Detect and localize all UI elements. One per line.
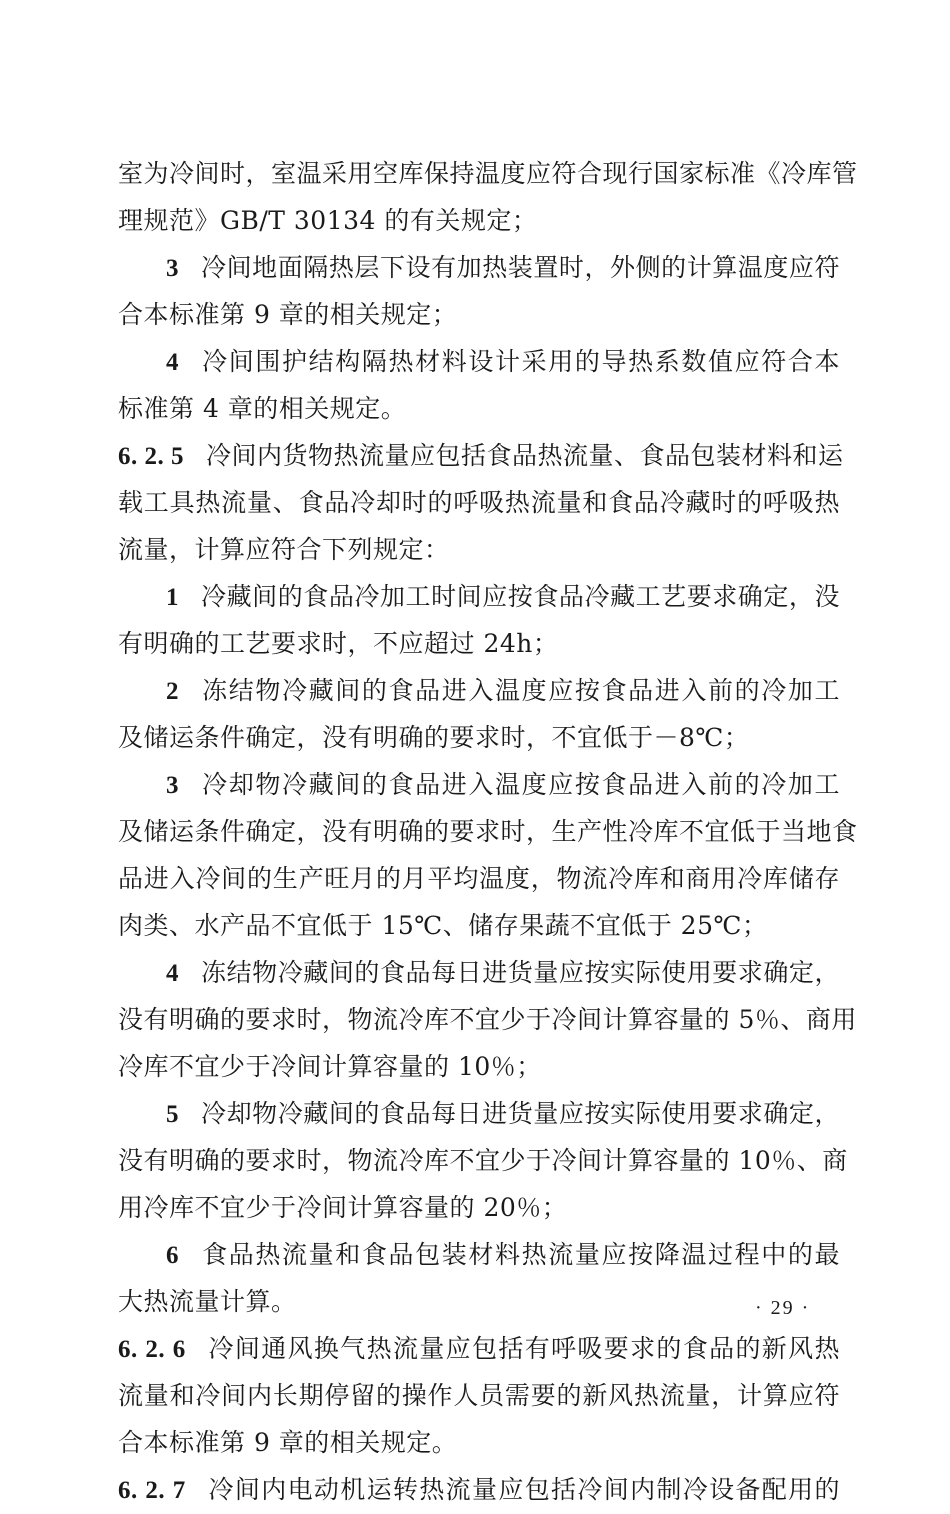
clause-number: 6. 2. 7 [118,1477,186,1504]
list-item-3-line [118,761,840,808]
clause-text: 冷间内货物热流量应包括食品热流量、食品包装材料和运 [206,441,844,470]
list-item-1-line [118,573,840,620]
text-line: 冷库不宜少于冷间计算容量的 10％； [118,1052,542,1081]
item-number: 3 [166,255,179,282]
list-item-3-line [118,244,840,291]
text-line: 标准第 4 章的相关规定。 [118,394,407,423]
clause-text: 冷间通风换气热流量应包括有呼吸要求的食品的新风热 [207,1334,840,1363]
item-text: 冻结物冷藏间的食品每日进货量应按实际使用要求确定， [201,958,840,987]
text-line: 有明确的工艺要求时，不应超过 24h； [118,629,559,658]
list-item-6-line [118,1231,840,1278]
item-number: 6 [166,1242,179,1269]
item-number: 1 [166,584,179,611]
item-number: 3 [166,772,179,799]
item-number: 2 [166,678,179,705]
clause-6-2-6-heading-line [118,1325,840,1372]
document-body [118,150,858,1513]
text-line: 室为冷间时，室温采用空库保持温度应符合现行国家标准《冷库管 [118,159,858,188]
text-line: 大热流量计算。 [118,1287,297,1316]
list-item-4-line [118,338,840,385]
item-number: 4 [166,960,179,987]
clause-text: 冷间内电动机运转热流量应包括冷间内制冷设备配用的 [207,1475,840,1504]
item-number: 4 [166,349,179,376]
item-text: 食品热流量和食品包装材料热流量应按降温过程中的最 [201,1240,840,1269]
clause-number: 6. 2. 5 [118,443,184,470]
text-line: 品进入冷间的生产旺月的月平均温度，物流冷库和商用冷库储存 [118,864,840,893]
clause-6-2-5-heading-line [118,432,844,479]
item-text: 冷间地面隔热层下设有加热装置时，外侧的计算温度应符 [201,253,840,282]
item-text: 冻结物冷藏间的食品进入温度应按食品进入前的冷加工 [201,676,840,705]
list-item-5-line [118,1090,840,1137]
text-line: 及储运条件确定，没有明确的要求时，不宜低于－8℃； [118,723,750,752]
text-line: 用冷库不宜少于冷间计算容量的 20％； [118,1193,568,1222]
text-line: 肉类、水产品不宜低于 15℃、储存果蔬不宜低于 25℃； [118,911,768,940]
text-line: 载工具热流量、食品冷却时的呼吸热流量和食品冷藏时的呼吸热 [118,488,840,517]
clause-6-2-7-heading-line [118,1466,840,1513]
item-text: 冷间围护结构隔热材料设计采用的导热系数值应符合本 [201,347,840,376]
text-line: 流量，计算应符合下列规定： [118,535,450,564]
page-number: · 29 · [755,1297,811,1319]
text-line: 理规范》GB/T 30134 的有关规定； [118,206,538,235]
text-line: 合本标准第 9 章的相关规定； [118,300,458,329]
text-line: 合本标准第 9 章的相关规定。 [118,1428,458,1457]
list-item-4-line [118,949,840,996]
text-line: 及储运条件确定，没有明确的要求时，生产性冷库不宜低于当地食 [118,817,858,846]
item-text: 冷藏间的食品冷加工时间应按食品冷藏工艺要求确定，没 [201,582,840,611]
text-line: 没有明确的要求时，物流冷库不宜少于冷间计算容量的 10％、商 [118,1146,848,1175]
item-text: 冷却物冷藏间的食品每日进货量应按实际使用要求确定， [201,1099,840,1128]
list-item-2-line [118,667,840,714]
clause-number: 6. 2. 6 [118,1336,186,1363]
item-text: 冷却物冷藏间的食品进入温度应按食品进入前的冷加工 [201,770,840,799]
text-line: 没有明确的要求时，物流冷库不宜少于冷间计算容量的 5％、商用 [118,1005,857,1034]
item-number: 5 [166,1101,179,1128]
text-line: 流量和冷间内长期停留的操作人员需要的新风热流量，计算应符 [118,1381,840,1410]
